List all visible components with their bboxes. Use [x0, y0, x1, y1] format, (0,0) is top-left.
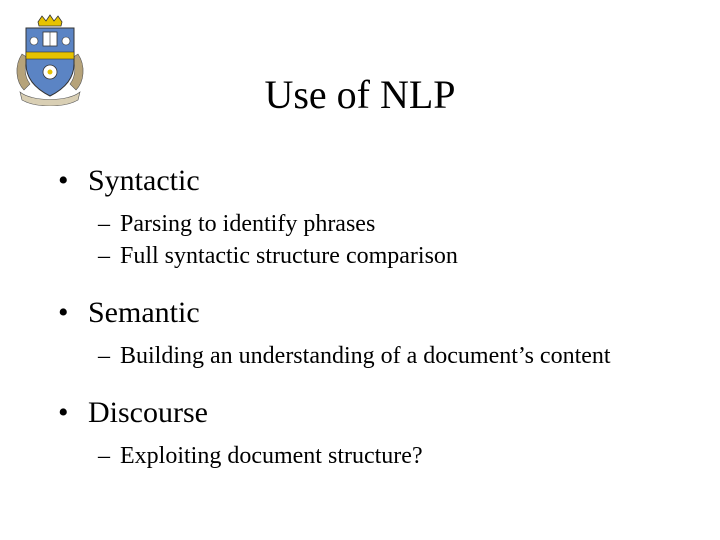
- bullet-text: Syntactic: [88, 164, 200, 197]
- bullet-text: Semantic: [88, 296, 200, 329]
- sub-glyph: –: [98, 343, 110, 369]
- bullet-glyph: •: [58, 396, 69, 429]
- bullet-item: [58, 392, 698, 434]
- bullet-item: [58, 160, 698, 202]
- sub-item-text: Full syntactic structure comparison: [120, 243, 458, 269]
- bullet-text: Discourse: [88, 396, 208, 429]
- sub-item: [98, 208, 698, 240]
- sub-item: [98, 340, 698, 372]
- slide-title: Use of NLP: [264, 72, 456, 117]
- sub-item: [98, 240, 698, 272]
- sub-glyph: –: [98, 443, 110, 469]
- bullet-item: [58, 292, 698, 334]
- bullet-glyph: •: [58, 296, 69, 329]
- bullet-glyph: •: [58, 164, 69, 197]
- sub-item-text: Exploiting document structure?: [120, 443, 423, 469]
- university-crest-icon: [12, 14, 88, 106]
- sub-item-text: Building an understanding of a document’s content: [120, 343, 611, 369]
- sub-item-text: Parsing to identify phrases: [120, 211, 376, 237]
- bullet-list: [58, 160, 698, 472]
- sub-glyph: –: [98, 243, 110, 269]
- sub-glyph: –: [98, 211, 110, 237]
- sub-item: [98, 440, 698, 472]
